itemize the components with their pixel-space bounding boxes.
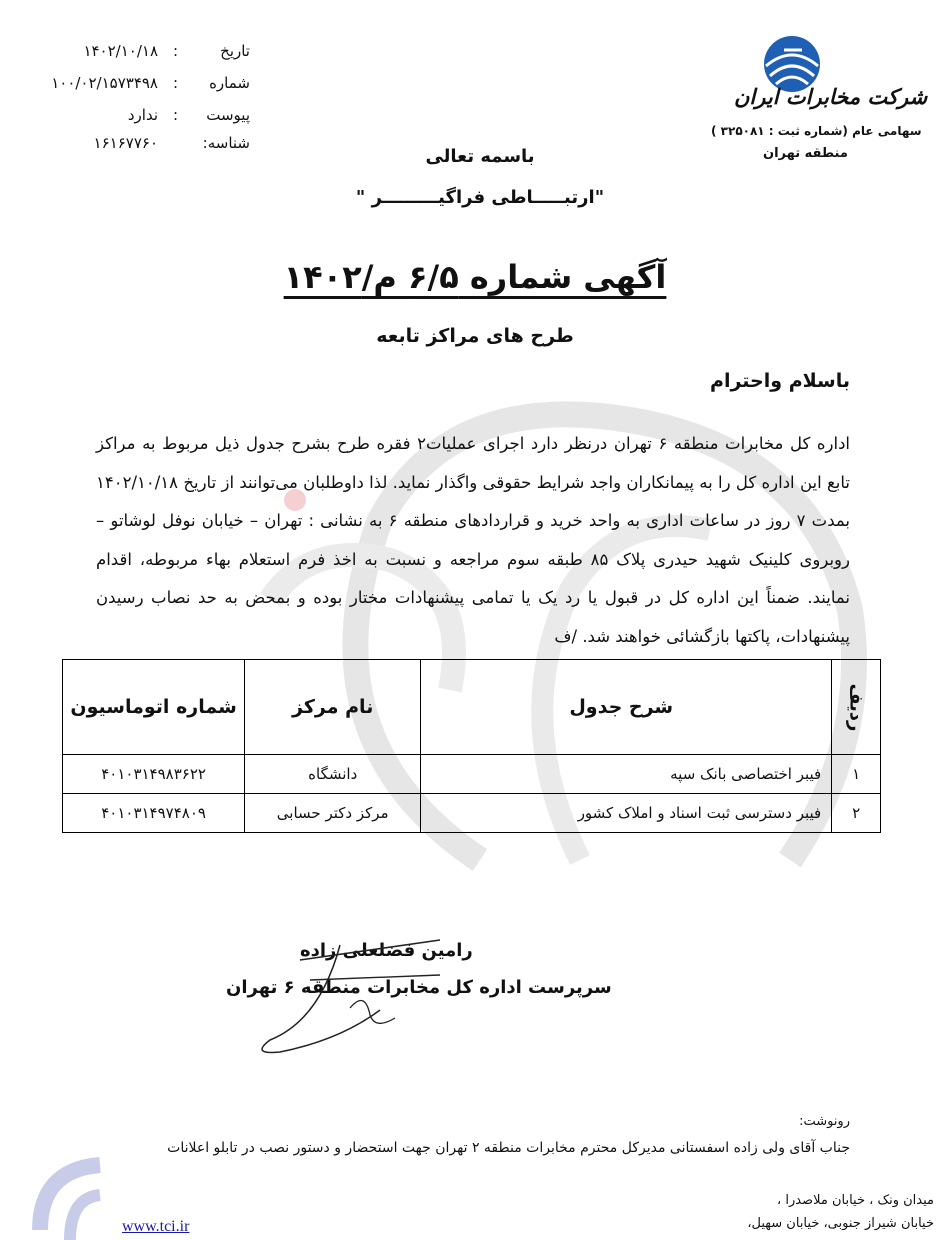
date-label: تاریخ	[220, 42, 250, 60]
id-label: شناسه:	[202, 134, 250, 152]
meta-number	[50, 74, 250, 94]
attachment-value: ندارد	[127, 106, 158, 124]
row-index: ۲	[832, 794, 881, 833]
header-center: نام مرکز	[245, 660, 421, 755]
company-name: شرکت مخابرات ایران	[734, 84, 928, 109]
row-description: فیبر دسترسی ثبت اسناد و املاک کشور	[421, 794, 832, 833]
signatory-name: رامین فضلعلی زاده	[300, 940, 473, 961]
date-value: ۱۴۰۲/۱۰/۱۸	[83, 42, 158, 60]
number-label: شماره	[209, 74, 250, 92]
attachment-colon: :	[172, 106, 178, 124]
signatory-title: سرپرست اداره کل مخابرات منطقه ۶ تهران	[226, 977, 612, 998]
row-automation: ۴۰۱۰۳۱۴۹۷۴۸۰۹	[63, 794, 245, 833]
row-description: فیبر اختصاصی بانک سپه	[421, 755, 832, 794]
table-row	[63, 755, 881, 794]
region-label: منطقه تهران	[763, 146, 848, 161]
footer-address-line1: میدان ونک ، خیابان ملاصدرا ،	[777, 1193, 934, 1208]
footer-logo-mark	[0, 1150, 120, 1240]
cc-text: جناب آقای ولی زاده اسفستانی مدیرکل محترم مخابرات منطقه ۲ تهران جهت استحضار و دستور نصب در تابلو اعلانات	[167, 1140, 850, 1156]
header-index-text: ردیف	[845, 683, 867, 732]
row-automation: ۴۰۱۰۳۱۴۹۸۳۶۲۲	[63, 755, 245, 794]
projects-table	[62, 659, 881, 833]
attachment-label: پیوست	[206, 106, 250, 124]
footer-address-line2: خیابان شیراز جنوبی، خیابان سهیل،	[747, 1216, 934, 1231]
id-value: ۱۶۱۶۷۷۶۰	[93, 134, 158, 152]
slogan: "ارتبـــــاطی فراگیـــــــــر "	[355, 187, 605, 208]
handwritten-signature	[240, 930, 470, 1070]
number-colon: :	[172, 74, 178, 92]
header-index	[832, 660, 881, 755]
table-row	[63, 794, 881, 833]
header-description: شرح جدول	[421, 660, 832, 755]
meta-attachment	[50, 106, 250, 126]
number-value: ۱۰۰/۰۲/۱۵۷۳۴۹۸	[51, 74, 158, 92]
row-center: دانشگاه	[245, 755, 421, 794]
company-registration: سهامی عام (شماره ثبت : ۳۲۵۰۸۱ )	[711, 124, 922, 138]
row-index: ۱	[832, 755, 881, 794]
notice-subtitle: طرح های مراکز تابعه	[376, 325, 574, 347]
invocation: باسمه تعالی	[425, 146, 535, 167]
date-colon: :	[172, 42, 178, 60]
website-link[interactable]: www.tci.ir	[122, 1218, 190, 1235]
greeting: باسلام واحترام	[710, 370, 850, 392]
cc-label: رونوشت:	[799, 1114, 850, 1129]
notice-body: اداره کل مخابرات منطقه ۶ تهران درنظر دارد اجرای عملیات۲ فقره طرح بشرح جدول ذیل مربوط به مراکز تابع این اداره کل را به پیمانکاران واجد شرایط حقوقی واگذار نماید. لذا داوطلبان می‌توانند از تاریخ ۱۴۰۲/۱۰/۱۸ بمدت ۷ روز در ساعات اداری به واحد خرید و قراردادهای منطقه ۶ به نشانی : تهران – خیابان نوفل لوشاتو – روبروی کلینیک شهید حیدری پلاک ۸۵ طبقه سوم مراجعه و نسبت به اخذ فرم استعلام بهاء مربوطه، اقدام نمایند. ضمناً این اداره کل در قبول یا رد یک یا تمامی پیشنهادات مختار بوده و بمحض به حد نصاب رسیدن پیشنهادات، پاکتها بازگشائی خواهند شد. /ف	[96, 434, 851, 646]
table-header-row	[63, 660, 881, 755]
meta-date	[50, 42, 250, 62]
notice-title: آگهی شماره ۶/۵ م/۱۴۰۲	[283, 258, 667, 296]
meta-id	[50, 134, 250, 154]
header-automation: شماره اتوماسیون	[63, 660, 245, 755]
row-center: مرکز دکتر حسابی	[245, 794, 421, 833]
